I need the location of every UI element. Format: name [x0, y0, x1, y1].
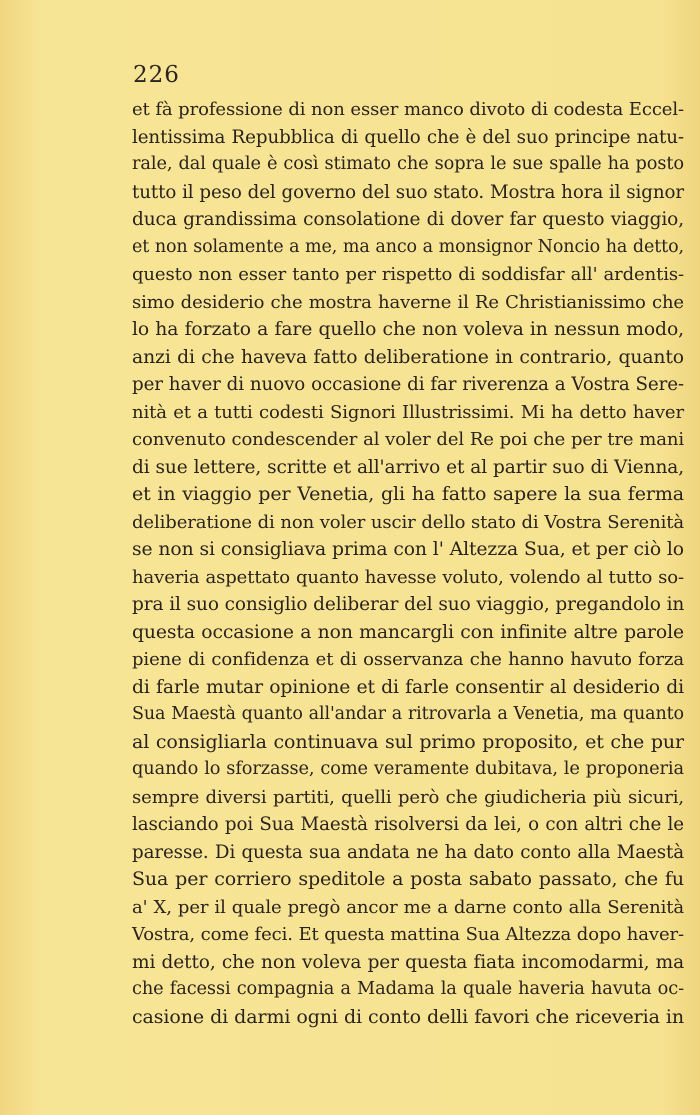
text-line: anzi di che haveva fatto deliberatione in contrario, quanto — [132, 346, 684, 368]
text-line: Sua Maestà quanto all'andar a ritrovarla a Venetia, ma quanto — [132, 704, 684, 724]
text-line: simo desiderio che mostra haverne il Re Christianissimo che — [132, 291, 684, 313]
text-line: questa occasione a non mancargli con infinite altre parole — [132, 621, 684, 643]
text-line: di sue lettere, scritte et all'arrivo et al partir suo di Vienna, — [132, 456, 684, 478]
text-line: per haver di nuovo occasione di far riverenza a Vostra Sere- — [132, 374, 684, 395]
page-number: 226 — [133, 62, 180, 88]
text-line: quando lo sforzasse, come veramente dubitava, le proponeria — [132, 759, 684, 779]
text-line: Sua per corriero speditole a posta sabato passato, che fu — [132, 868, 684, 890]
text-line: tutto il peso del governo del suo stato. Mostra hora il signor — [132, 181, 684, 203]
body-text — [132, 96, 684, 1031]
text-line: duca grandissima consolatione di dover far questo viaggio, — [132, 209, 684, 230]
text-line: haveria aspettato quanto havesse voluto, volendo al tutto so- — [132, 566, 684, 588]
text-line: Vostra, come feci. Et questa mattina Sua Altezza dopo haver- — [132, 924, 684, 945]
text-line: piene di confidenza et di osservanza che hanno havuto forza — [132, 649, 684, 670]
text-line: et in viaggio per Venetia, gli ha fatto sapere la sua ferma — [132, 483, 684, 505]
text-line: et non solamente a me, ma anco a monsignor Noncio ha detto, — [132, 236, 684, 257]
text-line: deliberatione di non voler uscir dello stato di Vostra Serenità — [132, 511, 684, 533]
text-line: lo ha forzato a fare quello che non voleva in nessun modo, — [132, 319, 684, 340]
text-line: che facessi compagnia a Madama la quale haveria havuta oc- — [132, 979, 684, 999]
text-line: se non si consigliava prima con l' Altezza Sua, et per ciò lo — [132, 539, 684, 560]
text-line: a' X, per il quale pregò ancor me a darne conto alla Serenità — [132, 896, 684, 918]
text-line: nità et a tutti codesti Signori Illustrissimi. Mi ha detto haver — [132, 401, 684, 423]
text-line: lentissima Repubblica di quello che è del suo principe natu- — [132, 126, 684, 148]
text-line: et fà professione di non esser manco divoto di codesta Eccel- — [132, 99, 684, 120]
text-line: rale, dal quale è così stimato che sopra le sue spalle ha posto — [132, 154, 684, 174]
text-line: al consigliarla continuava sul primo proposito, et che pur — [132, 730, 684, 753]
text-line: di farle mutar opinione et di farle consentir al desiderio di — [132, 676, 684, 698]
text-line: paresse. Di questa sua andata ne ha dato conto alla Maestà — [132, 841, 684, 863]
text-line: pra il suo consiglio deliberar del suo viaggio, pregandolo in — [132, 594, 685, 615]
text-line: convenuto condescender al voler del Re poi che per tre mani — [132, 429, 684, 450]
text-line: questo non esser tanto per rispetto di soddisfar all' ardentis- — [132, 264, 684, 285]
text-line: mi detto, che non voleva per questa fiata incomodarmi, ma — [132, 951, 684, 973]
text-line: sempre diversi partiti, quelli però che giudicheria più sicuri, — [132, 786, 684, 808]
text-line: lasciando poi Sua Maestà risolversi da lei, o con altri che le — [132, 814, 684, 835]
text-line: casione di darmi ogni di conto delli favori che riceveria in — [132, 1005, 684, 1028]
